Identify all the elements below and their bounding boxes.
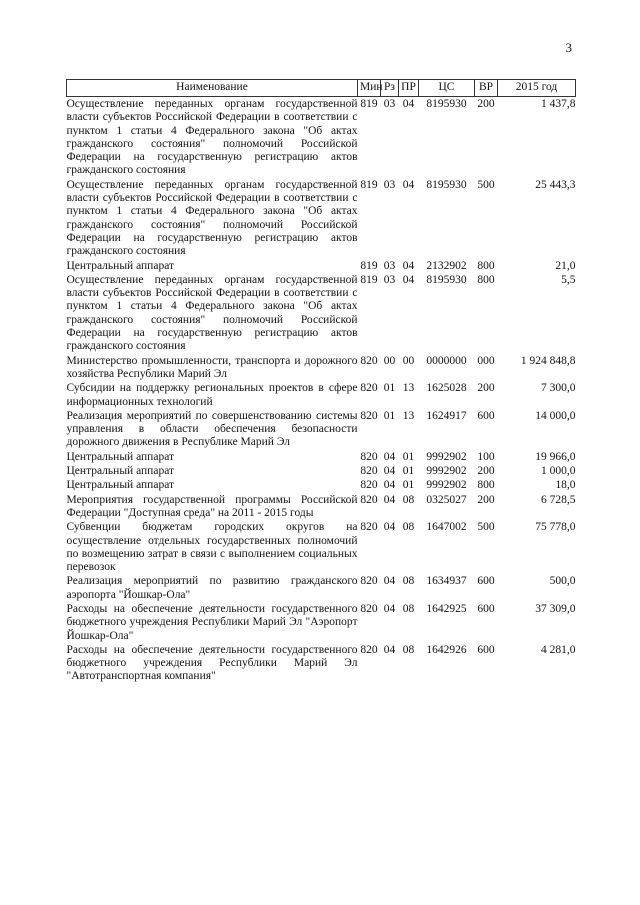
- row-cs: 2132902: [426, 259, 467, 272]
- row-rz: 01: [383, 382, 396, 395]
- table-row: [67, 97, 576, 178]
- table-row: [67, 259, 576, 273]
- row-name: Расходы на обеспечение деятельности государственного бюджетного учреждения Республики Марий Эл "Аэропорт Йошкар-Ола": [66, 602, 358, 642]
- row-rz: 03: [383, 178, 396, 191]
- table-row: [67, 602, 576, 643]
- row-name: Центральный аппарат: [66, 259, 175, 272]
- row-min: 820: [360, 479, 378, 492]
- row-name: Центральный аппарат: [66, 465, 175, 478]
- table-header-row: [67, 80, 576, 97]
- row-rz: 04: [383, 450, 396, 463]
- table-row: [67, 478, 576, 492]
- row-name: Расходы на обеспечение деятельности государственного бюджетного учреждения Республики Марий Эл "Автотранспортная компания": [66, 643, 358, 683]
- row-cs: 9992902: [426, 450, 467, 463]
- row-min: 820: [360, 450, 378, 463]
- row-rz: 04: [383, 643, 396, 656]
- row-rz: 00: [383, 354, 396, 367]
- col-header-cs: ЦС: [419, 80, 475, 97]
- row-cs: 8195930: [426, 273, 467, 286]
- row-min: 819: [360, 98, 378, 110]
- col-header-name: Наименование: [67, 80, 358, 97]
- row-vr: 600: [477, 602, 495, 615]
- page-number: 3: [565, 40, 572, 55]
- row-name: Центральный аппарат: [66, 450, 175, 463]
- row-vr: 500: [477, 521, 495, 534]
- row-pr: 08: [402, 575, 415, 588]
- row-rz: 03: [383, 273, 396, 286]
- row-min: 820: [360, 643, 378, 656]
- row-pr: 08: [402, 643, 415, 656]
- row-rz: 01: [383, 409, 396, 422]
- table-row: [67, 493, 576, 521]
- row-pr: 13: [402, 409, 415, 422]
- row-pr: 01: [402, 450, 415, 463]
- row-pr: 04: [402, 178, 415, 191]
- row-min: 820: [360, 409, 378, 422]
- table-row: [67, 381, 576, 409]
- row-vr: 200: [477, 465, 495, 478]
- row-pr: 08: [402, 521, 415, 534]
- row-pr: 13: [402, 382, 415, 395]
- row-min: 819: [360, 259, 378, 272]
- row-vr: 600: [477, 643, 495, 656]
- table-row: [67, 520, 576, 574]
- row-pr: 04: [402, 273, 415, 286]
- row-cs: 8195930: [426, 98, 467, 110]
- table-row: [67, 464, 576, 478]
- row-pr: 08: [402, 493, 415, 506]
- row-min: 820: [360, 465, 378, 478]
- row-name: Центральный аппарат: [66, 479, 175, 492]
- row-sum: 75 778,0: [535, 521, 576, 534]
- row-sum: 25 443,3: [535, 178, 576, 191]
- table-row: [67, 273, 576, 354]
- row-name: Осуществление переданных органам государственной власти субъектов Российской Федерации в соответствии с пунктом 1 статьи 4 Федерального закона "Об актах гражданского состояния" полномочий Российской Федерации на государственную регистрацию актов гражданского состояния: [66, 273, 358, 353]
- row-vr: 600: [477, 575, 495, 588]
- row-min: 820: [360, 521, 378, 534]
- table-row: [67, 178, 576, 259]
- col-header-rz: Рз: [381, 80, 399, 97]
- row-sum: 1 924 848,8: [520, 354, 576, 367]
- row-sum: 1 000,0: [541, 465, 576, 478]
- row-sum: 4 281,0: [541, 643, 576, 656]
- row-vr: 600: [477, 409, 495, 422]
- row-pr: 08: [402, 602, 415, 615]
- row-rz: 04: [383, 575, 396, 588]
- row-cs: 0325027: [426, 493, 467, 506]
- row-name: Субсидии на поддержку региональных проектов в сфере информационных технологий: [66, 382, 358, 408]
- row-sum: 5,5: [561, 273, 576, 286]
- row-min: 819: [360, 178, 378, 191]
- row-sum: 6 728,5: [541, 493, 576, 506]
- budget-table: [66, 79, 576, 684]
- row-cs: 1634937: [426, 575, 467, 588]
- row-cs: 1625028: [426, 382, 467, 395]
- row-sum: 1 437,8: [541, 98, 576, 110]
- row-cs: 9992902: [426, 465, 467, 478]
- row-rz: 04: [383, 602, 396, 615]
- row-sum: 7 300,0: [541, 382, 576, 395]
- row-name: Осуществление переданных органам государственной власти субъектов Российской Федерации в соответствии с пунктом 1 статьи 4 Федерального закона "Об актах гражданского состояния" полномочий Российской Федерации на государственную регистрацию актов гражданского состояния: [66, 178, 358, 258]
- row-name: Осуществление переданных органам государственной власти субъектов Российской Федерации в соответствии с пунктом 1 статьи 4 Федерального закона "Об актах гражданского состояния" полномочий Российской Федерации на государственную регистрацию актов гражданского состояния: [66, 98, 358, 177]
- row-rz: 04: [383, 479, 396, 492]
- row-rz: 04: [383, 465, 396, 478]
- col-header-year: 2015 год: [498, 80, 576, 97]
- row-name: Министерство промышленности, транспорта и дорожного хозяйства Республики Марий Эл: [66, 354, 358, 380]
- row-vr: 800: [477, 273, 495, 286]
- row-vr: 200: [477, 98, 495, 110]
- table-row: [67, 450, 576, 464]
- row-cs: 1647002: [426, 521, 467, 534]
- row-vr: 800: [477, 259, 495, 272]
- row-vr: 500: [477, 178, 495, 191]
- table-row: [67, 574, 576, 602]
- row-cs: 8195930: [426, 178, 467, 191]
- row-min: 820: [360, 382, 378, 395]
- row-name: Мероприятия государственной программы Российской Федерации "Доступная среда" на 2011 - 2015 годы: [66, 493, 358, 519]
- row-vr: 100: [477, 450, 495, 463]
- col-header-min: Мин: [358, 80, 381, 97]
- table-row: [67, 643, 576, 684]
- row-min: 820: [360, 354, 378, 367]
- row-rz: 03: [383, 259, 396, 272]
- row-sum: 18,0: [555, 479, 576, 492]
- table-row: [67, 409, 576, 450]
- row-sum: 500,0: [549, 575, 576, 588]
- row-min: 820: [360, 602, 378, 615]
- row-vr: 200: [477, 382, 495, 395]
- row-name: Реализация мероприятий по совершенствованию системы управления в области обеспечения безопасности дорожного движения в Республике Марий Эл: [66, 409, 358, 449]
- row-pr: 01: [402, 479, 415, 492]
- row-pr: 04: [402, 98, 415, 110]
- row-rz: 03: [383, 98, 396, 110]
- row-pr: 01: [402, 465, 415, 478]
- table-row: [67, 354, 576, 382]
- col-header-pr: ПР: [399, 80, 419, 97]
- row-sum: 21,0: [555, 259, 576, 272]
- row-sum: 14 000,0: [535, 409, 576, 422]
- row-name: Реализация мероприятий по развитию гражданского аэропорта "Йошкар-Ола": [66, 575, 358, 601]
- row-pr: 00: [402, 354, 415, 367]
- row-sum: 19 966,0: [535, 450, 576, 463]
- row-sum: 37 309,0: [535, 602, 576, 615]
- row-min: 820: [360, 575, 378, 588]
- row-cs: 1624917: [426, 409, 467, 422]
- row-min: 820: [360, 493, 378, 506]
- row-cs: 1642926: [426, 643, 467, 656]
- row-cs: 1642925: [426, 602, 467, 615]
- row-rz: 04: [383, 493, 396, 506]
- row-min: 819: [360, 273, 378, 286]
- row-rz: 04: [383, 521, 396, 534]
- row-pr: 04: [402, 259, 415, 272]
- row-name: Субвенции бюджетам городских округов на осуществление отдельных государственных полномочий по возмещению затрат в связи с выполнением социальных перевозок: [66, 521, 358, 574]
- col-header-vr: ВР: [475, 80, 498, 97]
- row-cs: 0000000: [426, 354, 467, 367]
- row-vr: 200: [477, 493, 495, 506]
- row-cs: 9992902: [426, 479, 467, 492]
- row-vr: 000: [477, 354, 495, 367]
- row-vr: 800: [477, 479, 495, 492]
